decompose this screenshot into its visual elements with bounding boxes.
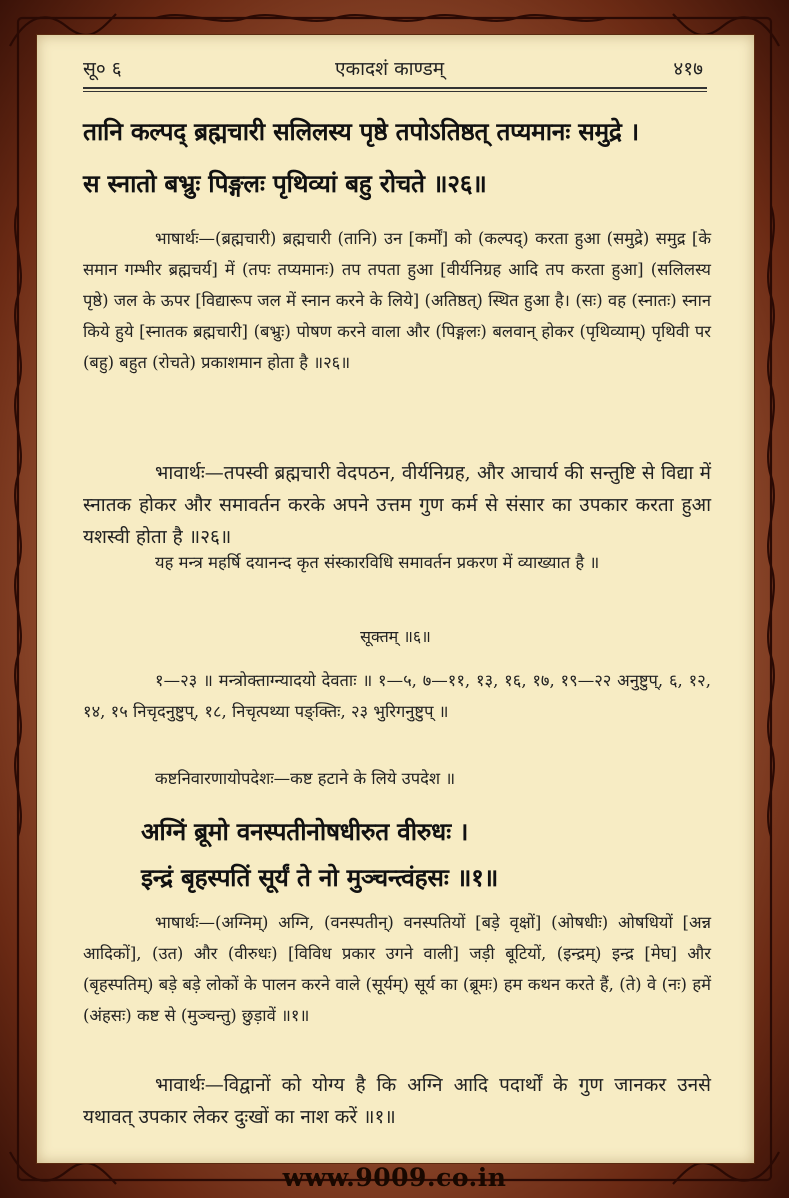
page-number: ४१७ — [673, 58, 703, 80]
bhavartha-1: भावार्थः—विद्वानों को योग्य है कि अग्नि आदि पदार्थों के गुण जानकर उनसे यथावत् उपकार लेकर दुःखों का नाश करें ॥१॥ — [83, 1074, 711, 1128]
website-url[interactable]: www.9009.co.in — [282, 1163, 507, 1192]
verse-26-line-1: तानि कल्पद् ब्रह्मचारी सलिलस्य पृष्ठे तपोऽतिष्ठत् तप्यमानः समुद्रे । — [83, 117, 639, 146]
sukta-number: सू० ६ — [83, 58, 122, 80]
header-rule — [83, 87, 707, 92]
upadesha-heading: कष्टनिवारणायोपदेशः—कष्ट हटाने के लिये उपदेश ॥ — [155, 769, 456, 788]
bhavartha-26: भावार्थः—तपस्वी ब्रह्मचारी वेदपठन, वीर्यनिग्रह, और आचार्य की सन्तुष्टि से विद्या में स्नातक होकर और समावर्तन करके अपने उत्तम गुण कर्म से संसार का उपकार करता हुआ यशस्वी होता है ॥२६॥ — [83, 462, 711, 548]
kanda-title: एकादशं काण्डम् — [335, 58, 445, 80]
verse-26-line-2: स स्नातो बभ्रुः पिङ्गलः पृथिव्यां बहु रोचते ॥२६॥ — [83, 169, 487, 198]
sukta-metadata: १—२३ ॥ मन्त्रोक्ताग्न्यादयो देवताः ॥ १—५, ७—११, १३, १६, १७, १९—२२ अनुष्टुप्, ६, १२, १४, १५ निचृदनुष्टुप्, १८, निचृत्पथ्या पङ्क्तिः, २३ भुरिगनुष्टुप् ॥ — [83, 671, 711, 721]
verse-1-line-1: अग्निं ब्रूमो वनस्पतीनोषधीरुत वीरुधः । — [141, 817, 469, 846]
bhashartha-26: भाषार्थः—(ब्रह्मचारी) ब्रह्मचारी (तानि) उन [कर्मों] को (कल्पद्) करता हुआ (समुद्रे) समुद्र [के समान गम्भीर ब्रह्मचर्य] में (तपः तप्यमानः) तप तपता हुआ [वीर्यनिग्रह आदि तप करता हुआ] (सलिलस्य पृष्ठे) जल के ऊपर [विद्यारूप जल में स्नान करने के लिये] (अतिष्ठत्) स्थित हुआ है। (सः) वह (स्नातः) स्नान किये हुये [स्नातक ब्रह्मचारी] (बभ्रुः) पोषण करने वाला और (पिङ्गलः) बलवान् होकर (पृथिव्याम्) पृथिवी पर (बहु) बहुत (रोचते) प्रकाशमान होता है ॥२६॥ — [83, 229, 711, 372]
bhashartha-1: भाषार्थः—(अग्निम्) अग्नि, (वनस्पतीन्) वनस्पतियों [बड़े वृक्षों] (ओषधीः) ओषधियों [अन्न आदिकों], (उत) और (वीरुधः) [विविध प्रकार उगने वाली] जड़ी बूटियों, (इन्द्रम्) इन्द्र [मेघ] और (बृहस्पतिम्) बड़े बड़े लोकों के पालन करने वाले (सूर्यम्) सूर्य का (ब्रूमः) हम कथन करते हैं, (ते) वे (नः) हमें (अंहसः) कष्ट से (मुञ्चन्तु) छुड़ावें ॥१॥ — [83, 913, 711, 1025]
page-header — [83, 55, 703, 85]
note-samavartana: यह मन्त्र महर्षि दयानन्द कृत संस्कारविधि समावर्तन प्रकरण में व्याख्यात है ॥ — [155, 553, 600, 572]
sukta-title: सूक्तम् ॥६॥ — [360, 627, 431, 646]
verse-1-line-2: इन्द्रं बृहस्पतिं सूर्यं ते नो मुञ्चन्त्वंहसः ॥१॥ — [141, 863, 498, 892]
book-page — [36, 34, 755, 1164]
